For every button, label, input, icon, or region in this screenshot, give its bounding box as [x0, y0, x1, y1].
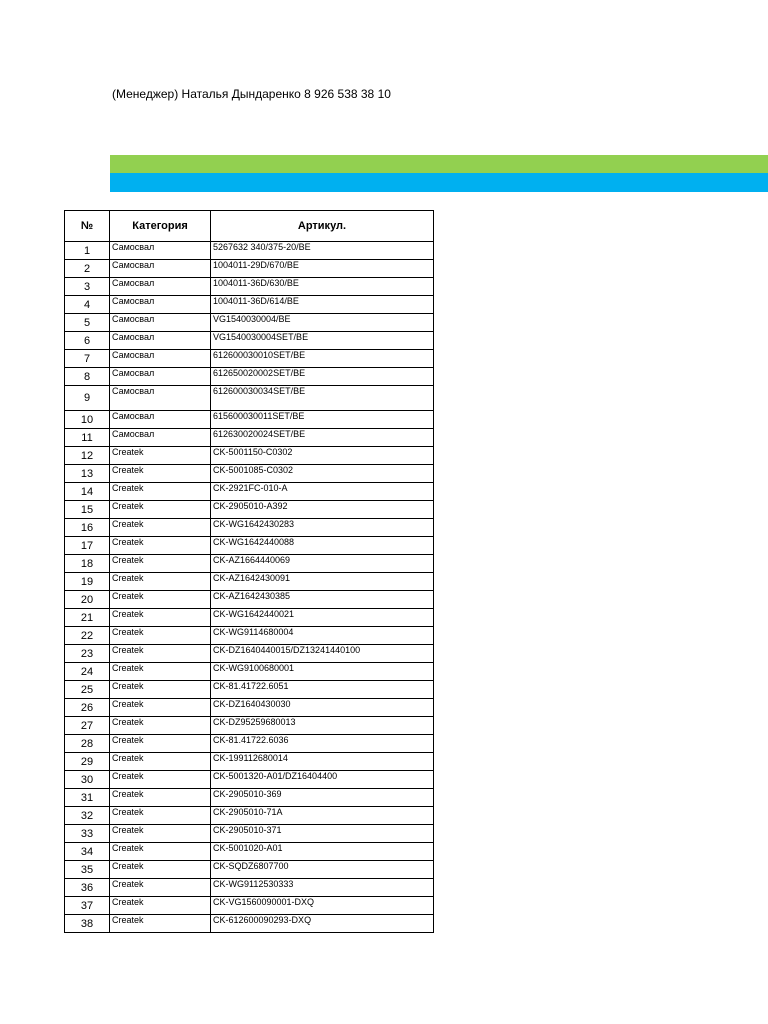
- row-category: Createk: [110, 519, 211, 537]
- row-category: Createk: [110, 771, 211, 789]
- row-category: Createk: [110, 825, 211, 843]
- row-category: Createk: [110, 681, 211, 699]
- row-category: Createk: [110, 465, 211, 483]
- row-article: CK-AZ1664440069: [211, 555, 434, 573]
- row-number: 21: [65, 609, 110, 627]
- row-category: Самосвал: [110, 296, 211, 314]
- row-number: 24: [65, 663, 110, 681]
- row-number: 19: [65, 573, 110, 591]
- row-number: 23: [65, 645, 110, 663]
- row-category: Createk: [110, 753, 211, 771]
- row-category: Createk: [110, 897, 211, 915]
- row-category: Createk: [110, 915, 211, 933]
- row-category: Самосвал: [110, 242, 211, 260]
- table-row: [65, 465, 434, 483]
- row-number: 17: [65, 537, 110, 555]
- row-number: 4: [65, 296, 110, 314]
- row-article: 5267632 340/375-20/BE: [211, 242, 434, 260]
- row-number: 10: [65, 411, 110, 429]
- row-number: 28: [65, 735, 110, 753]
- table-row: [65, 897, 434, 915]
- row-category: Createk: [110, 861, 211, 879]
- row-category: Createk: [110, 789, 211, 807]
- header-category: Категория: [110, 211, 211, 242]
- row-article: CK-VG1560090001-DXQ: [211, 897, 434, 915]
- row-article: CK-DZ1640440015/DZ13241440100: [211, 645, 434, 663]
- row-article: CK-5001150-C0302: [211, 447, 434, 465]
- table-row: [65, 332, 434, 350]
- row-category: Createk: [110, 483, 211, 501]
- blue-banner-stripe: [110, 173, 768, 192]
- green-banner-stripe: [110, 155, 768, 173]
- row-category: Createk: [110, 807, 211, 825]
- row-article: CK-DZ1640430030: [211, 699, 434, 717]
- row-category: Createk: [110, 843, 211, 861]
- row-category: Самосвал: [110, 332, 211, 350]
- row-number: 25: [65, 681, 110, 699]
- row-number: 14: [65, 483, 110, 501]
- row-category: Createk: [110, 879, 211, 897]
- row-category: Самосвал: [110, 368, 211, 386]
- row-article: CK-2921FC-010-A: [211, 483, 434, 501]
- header-article: Артикул.: [211, 211, 434, 242]
- row-category: Createk: [110, 645, 211, 663]
- row-article: 612600030010SET/BE: [211, 350, 434, 368]
- table-row: [65, 368, 434, 386]
- row-article: 612630020024SET/BE: [211, 429, 434, 447]
- row-article: VG1540030004SET/BE: [211, 332, 434, 350]
- row-article: CK-AZ1642430385: [211, 591, 434, 609]
- row-article: CK-WG1642430283: [211, 519, 434, 537]
- table-row: [65, 278, 434, 296]
- row-number: 36: [65, 879, 110, 897]
- table-row: [65, 483, 434, 501]
- row-article: 612650020002SET/BE: [211, 368, 434, 386]
- row-category: Createk: [110, 663, 211, 681]
- header-number: №: [65, 211, 110, 242]
- table-row: [65, 386, 434, 411]
- row-category: Самосвал: [110, 350, 211, 368]
- row-category: Createk: [110, 555, 211, 573]
- table-row: [65, 314, 434, 332]
- row-category: Самосвал: [110, 429, 211, 447]
- table-row: [65, 555, 434, 573]
- row-number: 2: [65, 260, 110, 278]
- table-row: [65, 645, 434, 663]
- table-row: [65, 242, 434, 260]
- row-number: 31: [65, 789, 110, 807]
- table-row: [65, 771, 434, 789]
- table-row: [65, 663, 434, 681]
- row-category: Createk: [110, 699, 211, 717]
- row-category: Createk: [110, 447, 211, 465]
- row-article: CK-2905010-369: [211, 789, 434, 807]
- row-number: 5: [65, 314, 110, 332]
- row-number: 29: [65, 753, 110, 771]
- row-number: 20: [65, 591, 110, 609]
- row-category: Самосвал: [110, 260, 211, 278]
- table-row: [65, 735, 434, 753]
- row-number: 11: [65, 429, 110, 447]
- row-category: Createk: [110, 501, 211, 519]
- row-number: 13: [65, 465, 110, 483]
- row-article: CK-81.41722.6051: [211, 681, 434, 699]
- table-row: [65, 915, 434, 933]
- row-article: CK-612600090293-DXQ: [211, 915, 434, 933]
- row-article: VG1540030004/BE: [211, 314, 434, 332]
- row-number: 18: [65, 555, 110, 573]
- row-number: 12: [65, 447, 110, 465]
- row-article: 1004011-36D/614/BE: [211, 296, 434, 314]
- row-article: CK-WG9100680001: [211, 663, 434, 681]
- row-article: 612600030034SET/BE: [211, 386, 434, 411]
- row-article: CK-5001320-A01/DZ16404400: [211, 771, 434, 789]
- table-row: [65, 411, 434, 429]
- table-row: [65, 573, 434, 591]
- table-row: [65, 861, 434, 879]
- row-number: 37: [65, 897, 110, 915]
- table-row: [65, 627, 434, 645]
- table-row: [65, 591, 434, 609]
- row-category: Createk: [110, 573, 211, 591]
- table-row: [65, 429, 434, 447]
- row-article: CK-199112680014: [211, 753, 434, 771]
- row-article: CK-5001020-A01: [211, 843, 434, 861]
- row-category: Самосвал: [110, 314, 211, 332]
- row-article: 1004011-36D/630/BE: [211, 278, 434, 296]
- row-article: CK-WG1642440021: [211, 609, 434, 627]
- row-category: Createk: [110, 717, 211, 735]
- row-article: CK-AZ1642430091: [211, 573, 434, 591]
- table-row: [65, 879, 434, 897]
- row-article: CK-WG1642440088: [211, 537, 434, 555]
- row-article: CK-2905010-71A: [211, 807, 434, 825]
- row-article: 615600030011SET/BE: [211, 411, 434, 429]
- row-article: 1004011-29D/670/BE: [211, 260, 434, 278]
- row-number: 7: [65, 350, 110, 368]
- row-number: 22: [65, 627, 110, 645]
- table-row: [65, 501, 434, 519]
- row-category: Самосвал: [110, 386, 211, 411]
- row-article: CK-WG9112530333: [211, 879, 434, 897]
- table-row: [65, 447, 434, 465]
- table-row: [65, 537, 434, 555]
- row-number: 26: [65, 699, 110, 717]
- table-header-row: [65, 211, 434, 242]
- table-row: [65, 717, 434, 735]
- table-row: [65, 350, 434, 368]
- row-number: 32: [65, 807, 110, 825]
- table-row: [65, 699, 434, 717]
- row-category: Самосвал: [110, 278, 211, 296]
- row-number: 15: [65, 501, 110, 519]
- table-row: [65, 609, 434, 627]
- row-category: Createk: [110, 735, 211, 753]
- row-article: CK-81.41722.6036: [211, 735, 434, 753]
- table-row: [65, 519, 434, 537]
- row-article: CK-WG9114680004: [211, 627, 434, 645]
- table-row: [65, 789, 434, 807]
- row-category: Createk: [110, 627, 211, 645]
- row-number: 35: [65, 861, 110, 879]
- row-number: 27: [65, 717, 110, 735]
- row-category: Createk: [110, 609, 211, 627]
- row-category: Самосвал: [110, 411, 211, 429]
- manager-contact: (Менеджер) Наталья Дындаренко 8 926 538 38 10: [112, 87, 391, 101]
- table-row: [65, 681, 434, 699]
- row-number: 6: [65, 332, 110, 350]
- row-number: 16: [65, 519, 110, 537]
- row-category: Createk: [110, 591, 211, 609]
- table-row: [65, 843, 434, 861]
- row-article: CK-2905010-A392: [211, 501, 434, 519]
- table-row: [65, 296, 434, 314]
- row-number: 1: [65, 242, 110, 260]
- table-row: [65, 807, 434, 825]
- table-row: [65, 260, 434, 278]
- row-article: CK-SQDZ6807700: [211, 861, 434, 879]
- row-number: 8: [65, 368, 110, 386]
- row-number: 33: [65, 825, 110, 843]
- table-row: [65, 753, 434, 771]
- table-row: [65, 825, 434, 843]
- row-number: 38: [65, 915, 110, 933]
- row-number: 9: [65, 386, 110, 411]
- row-article: CK-DZ95259680013: [211, 717, 434, 735]
- row-article: CK-5001085-C0302: [211, 465, 434, 483]
- row-number: 30: [65, 771, 110, 789]
- row-number: 3: [65, 278, 110, 296]
- row-number: 34: [65, 843, 110, 861]
- row-category: Createk: [110, 537, 211, 555]
- row-article: CK-2905010-371: [211, 825, 434, 843]
- parts-table: [64, 210, 434, 933]
